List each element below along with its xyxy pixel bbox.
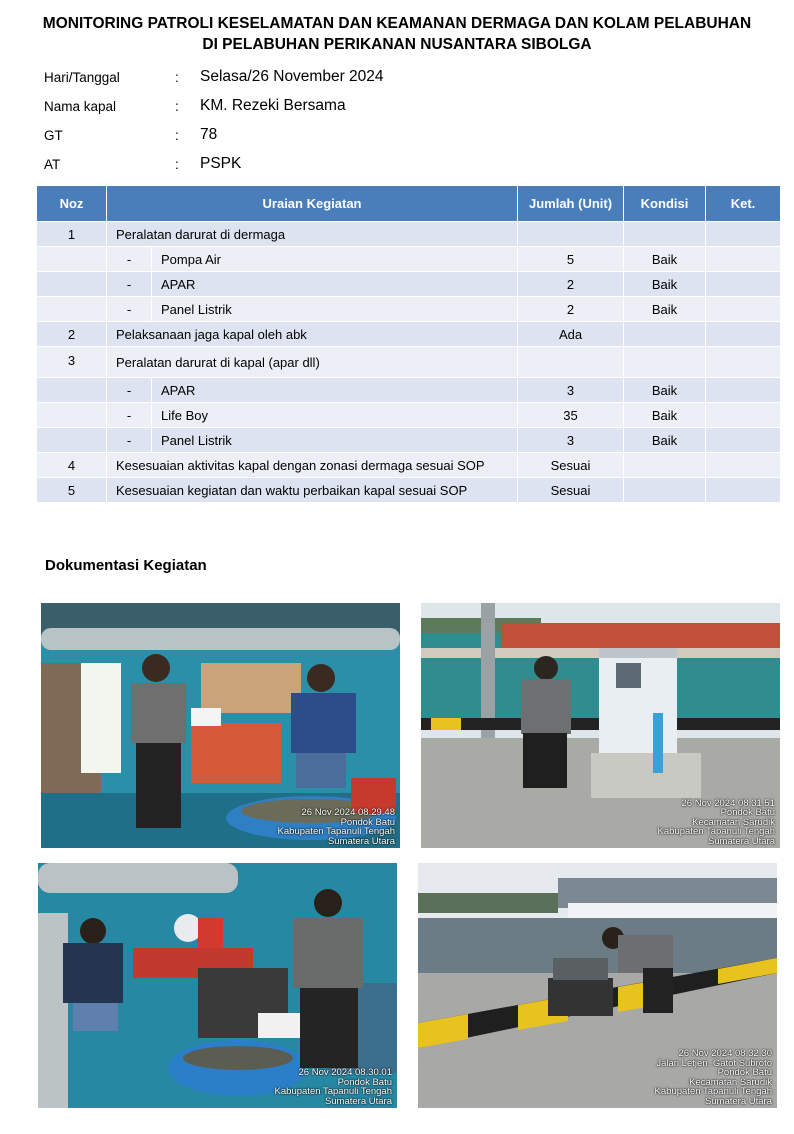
table-row [37,378,781,403]
row-dash: - [107,428,152,453]
row-text: Peralatan darurat di dermaga [107,222,518,247]
info-value: Selasa/26 November 2024 [200,68,384,85]
row-no: 3 [37,347,107,378]
header-uraian: Uraian Kegiatan [107,186,518,222]
row-kondisi: Baik [624,403,706,428]
photo-timestamp-stamp: 26 Nov 2024 08.30.01 Pondok Batu Kabupaten Tapanuli Tengah Sumatera Utara [274,1067,392,1107]
row-text: APAR [152,378,518,403]
row-no: 5 [37,478,107,503]
info-label: AT [44,157,61,172]
row-jumlah: 5 [518,247,624,272]
row-kondisi: Baik [624,428,706,453]
photo-engine-room-2 [38,863,397,1108]
photo-engine-room-1 [41,603,400,848]
info-value: KM. Rezeki Bersama [200,97,346,114]
monitoring-table [36,185,781,503]
row-jumlah: 3 [518,378,624,403]
documentation-title: Dokumentasi Kegiatan [45,557,207,574]
table-row [37,428,781,453]
table-row [37,478,781,503]
row-kondisi: Baik [624,247,706,272]
info-value: 78 [200,126,218,143]
table-row [37,247,781,272]
table-row [37,403,781,428]
row-dash: - [107,247,152,272]
header-ket: Ket. [706,186,781,222]
photo-timestamp-stamp: 26 Nov 2024 08.29.48 Pondok Batu Kabupaten Tapanuli Tengah Sumatera Utara [277,807,395,847]
header-kondisi: Kondisi [624,186,706,222]
row-dash: - [107,403,152,428]
info-label: Nama kapal [44,99,117,114]
page-title [0,13,794,55]
table-row [37,322,781,347]
row-jumlah: 2 [518,297,624,322]
table-header-row [37,186,781,222]
info-colon: : [175,128,179,143]
photo-harbor-pier [418,863,777,1108]
header-no: Noz [37,186,107,222]
row-kondisi: Baik [624,297,706,322]
row-text: Kesesuaian aktivitas kapal dengan zonasi dermaga sesuai SOP [107,453,518,478]
table-row [37,297,781,322]
row-jumlah: 3 [518,428,624,453]
row-jumlah: Sesuai [518,478,624,503]
info-colon: : [175,99,179,114]
row-text: Peralatan darurat di kapal (apar dll) [107,347,518,378]
title-line-2: DI PELABUHAN PERIKANAN NUSANTARA SIBOLGA [202,36,592,53]
row-no: 1 [37,222,107,247]
row-text: Pelaksanaan jaga kapal oleh abk [107,322,518,347]
row-kondisi: Baik [624,378,706,403]
row-no: 4 [37,453,107,478]
table-row [37,347,781,378]
row-no: 2 [37,322,107,347]
row-text: APAR [152,272,518,297]
header-jumlah: Jumlah (Unit) [518,186,624,222]
info-colon: : [175,70,179,85]
row-kondisi: Baik [624,272,706,297]
row-text: Life Boy [152,403,518,428]
info-label: GT [44,128,63,143]
row-jumlah: 2 [518,272,624,297]
title-line-1: MONITORING PATROLI KESELAMATAN DAN KEAMANAN DERMAGA DAN KOLAM PELABUHAN [42,15,752,32]
row-dash: - [107,272,152,297]
row-text: Pompa Air [152,247,518,272]
table-row [37,222,781,247]
row-jumlah: Sesuai [518,453,624,478]
row-text: Panel Listrik [152,428,518,453]
row-dash: - [107,297,152,322]
row-jumlah: Ada [518,322,624,347]
photo-dock-station [421,603,780,848]
photo-timestamp-stamp: 26 Nov 2024 08.31.51 Pondok Batu Kecamatan Sarudik Kabupaten Tapanuli Tengah Sumatera Utara [657,797,775,847]
table-row [37,272,781,297]
row-text: Kesesuaian kegiatan dan waktu perbaikan kapal sesuai SOP [107,478,518,503]
info-colon: : [175,157,179,172]
info-label: Hari/Tanggal [44,70,120,85]
row-dash: - [107,378,152,403]
row-jumlah: 35 [518,403,624,428]
photo-timestamp-stamp: 26 Nov 2024 08.32.30 Jalan Letjen. Gatot Subroto Pondok Batu Kecamatan Sarudik Kabupaten Tapanuli Tengah Sumatera Utara [654,1048,772,1107]
row-text: Panel Listrik [152,297,518,322]
table-row [37,453,781,478]
info-value: PSPK [200,155,242,172]
